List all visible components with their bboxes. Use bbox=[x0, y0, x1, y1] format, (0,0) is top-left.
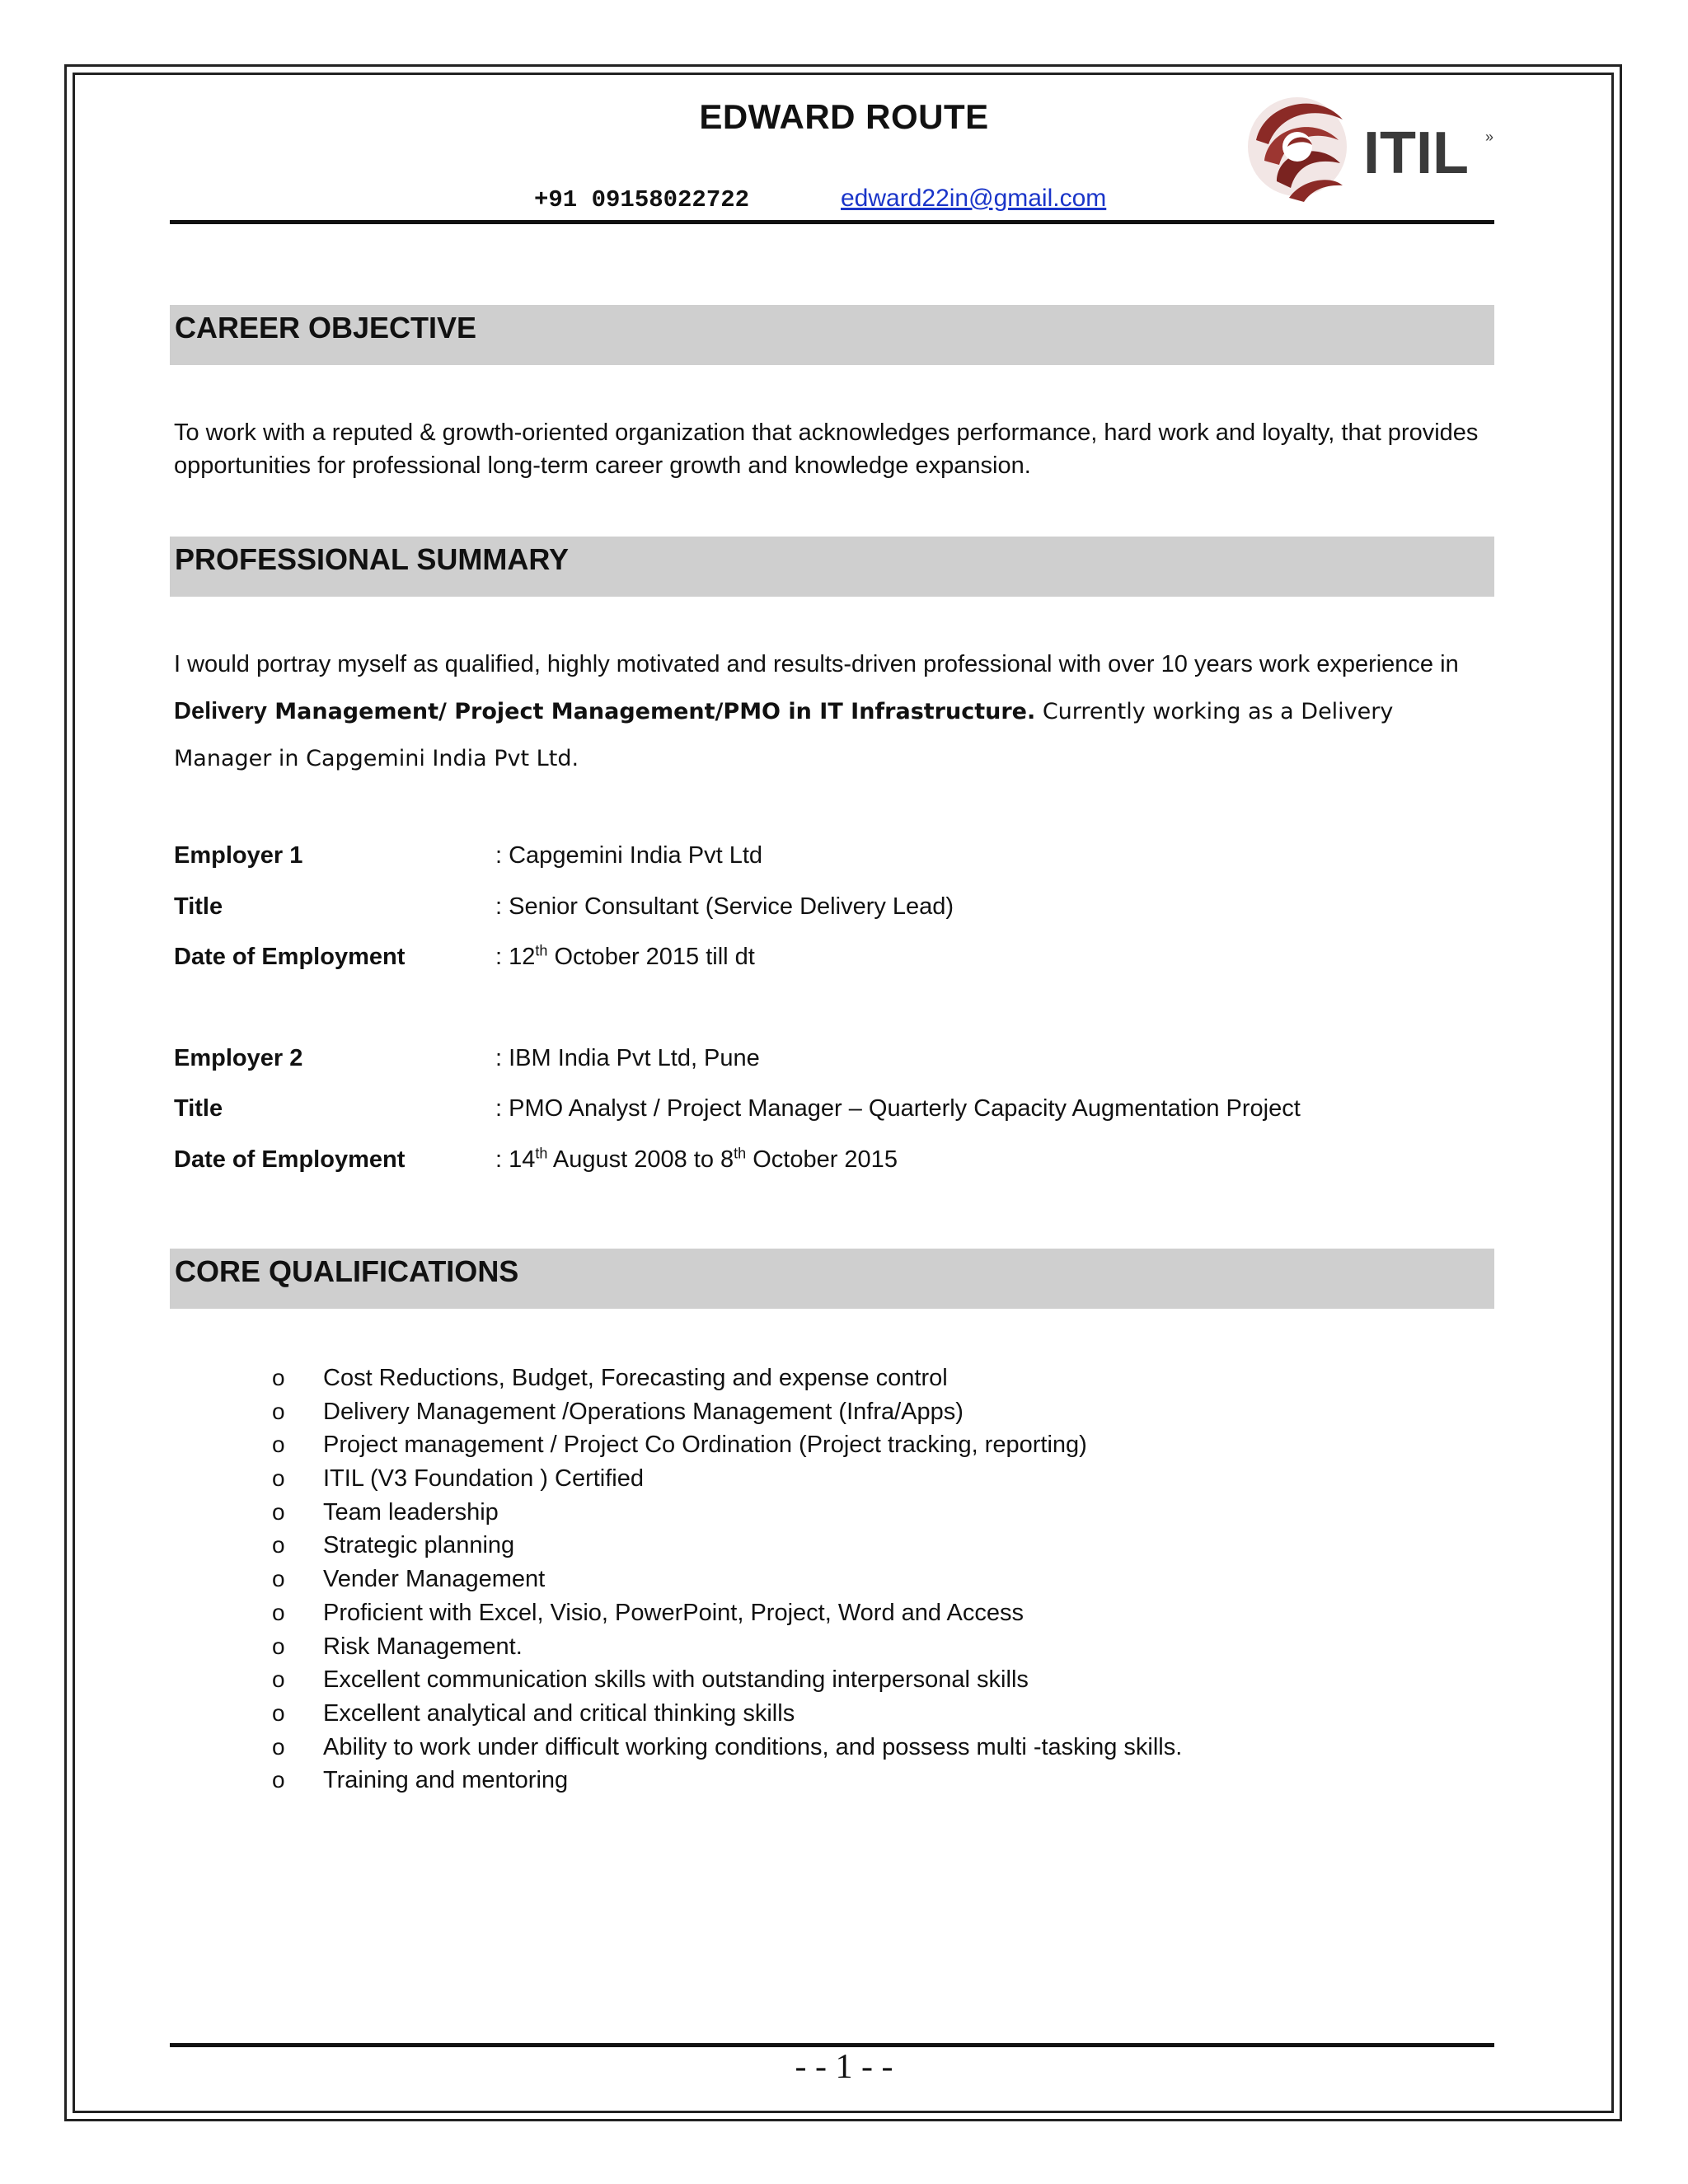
header-divider bbox=[170, 220, 1494, 224]
bullet-icon: o bbox=[272, 1498, 285, 1525]
summary-bold-part-1: Delivery bbox=[174, 698, 267, 724]
bullet-icon: o bbox=[272, 1767, 285, 1793]
page-border-inner bbox=[73, 73, 1614, 2113]
qualification-text: Excellent communication skills with outstanding interpersonal skills bbox=[323, 1666, 1029, 1694]
employer-2-date-sup: th bbox=[535, 1145, 548, 1162]
professional-summary-text bbox=[174, 641, 1493, 782]
candidate-name: EDWARD ROUTE bbox=[699, 97, 989, 136]
employer-2-date-rest: October 2015 bbox=[746, 1146, 898, 1173]
employer-1-date-value bbox=[495, 944, 755, 971]
qualification-text: Excellent analytical and critical thinking skills bbox=[323, 1699, 795, 1727]
core-qualifications-list bbox=[272, 1361, 1426, 1797]
employer-1-date-prefix: : 12 bbox=[495, 944, 536, 970]
itil-logo-graphic bbox=[1240, 82, 1512, 206]
qualification-text: Vender Management bbox=[323, 1566, 546, 1593]
employer-1-date-row bbox=[174, 944, 1493, 977]
bullet-icon: o bbox=[272, 1699, 285, 1726]
employer-2-title-label: Title bbox=[174, 1095, 223, 1122]
qualification-text: Strategic planning bbox=[323, 1532, 515, 1559]
bullet-icon: o bbox=[272, 1566, 285, 1592]
list-item bbox=[272, 1496, 1426, 1530]
employer-2-date-mid: August 2008 to 8 bbox=[547, 1146, 734, 1173]
qualification-text: Delivery Management /Operations Management (Infra/Apps) bbox=[323, 1398, 964, 1425]
list-item bbox=[272, 1663, 1426, 1697]
list-item bbox=[272, 1529, 1426, 1563]
employer-1-title-row bbox=[174, 893, 1493, 926]
employer-2-date-label: Date of Employment bbox=[174, 1146, 406, 1173]
qualification-text: Proficient with Excel, Visio, PowerPoint, Project, Word and Access bbox=[323, 1599, 1024, 1626]
bullet-icon: o bbox=[272, 1599, 285, 1625]
list-item bbox=[272, 1428, 1426, 1462]
page-number: - - 1 - - bbox=[795, 2048, 893, 2086]
employer-1-title-label: Title bbox=[174, 893, 223, 920]
list-item bbox=[272, 1395, 1426, 1429]
phone-number: +91 09158022722 bbox=[534, 186, 750, 213]
email-link[interactable]: edward22in@gmail.com bbox=[841, 185, 1107, 212]
employer-2-date-row bbox=[174, 1146, 1493, 1179]
employer-1-value: : Capgemini India Pvt Ltd bbox=[495, 842, 763, 869]
employer-2-value: : IBM India Pvt Ltd, Pune bbox=[495, 1045, 760, 1071]
bullet-icon: o bbox=[272, 1733, 285, 1760]
list-item bbox=[272, 1462, 1426, 1496]
bullet-icon: o bbox=[272, 1633, 285, 1659]
list-item bbox=[272, 1630, 1426, 1664]
section-heading-career-objective: CAREER OBJECTIVE bbox=[170, 305, 1494, 365]
itil-logo-mark: » bbox=[1485, 129, 1494, 145]
employer-2-label: Employer 2 bbox=[174, 1045, 303, 1071]
bullet-icon: o bbox=[272, 1532, 285, 1558]
employer-2-date-sup2: th bbox=[734, 1145, 747, 1162]
bullet-icon: o bbox=[272, 1666, 285, 1693]
qualification-text: ITIL (V3 Foundation ) Certified bbox=[323, 1465, 644, 1493]
summary-text-part-2: Currently working as a Delivery Manager in Capgemini India Pvt Ltd. bbox=[174, 699, 1394, 771]
summary-bold-part-2: Management/ Project Management/PMO in IT Infrastructure. bbox=[266, 699, 1036, 724]
bullet-icon: o bbox=[272, 1398, 285, 1424]
itil-logo-text: ITIL bbox=[1363, 120, 1469, 186]
list-item bbox=[272, 1764, 1426, 1797]
qualification-text: Ability to work under difficult working conditions, and possess multi -tasking skills. bbox=[323, 1733, 1183, 1760]
employer-1-label: Employer 1 bbox=[174, 842, 303, 869]
qualification-text: Cost Reductions, Budget, Forecasting and expense control bbox=[323, 1365, 948, 1391]
bullet-icon: o bbox=[272, 1432, 285, 1458]
list-item bbox=[272, 1731, 1426, 1765]
summary-text-part-1: I would portray myself as qualified, highly motivated and results-driven professional with over 10 years work experience in bbox=[174, 651, 1459, 677]
employer-2-date-value bbox=[495, 1146, 898, 1174]
employer-1-date-sup: th bbox=[535, 942, 548, 959]
employer-2-date-prefix: : 14 bbox=[495, 1146, 536, 1173]
qualification-text: Project management / Project Co Ordination (Project tracking, reporting) bbox=[323, 1432, 1087, 1459]
qualification-text: Risk Management. bbox=[323, 1633, 523, 1660]
employer-1-date-label: Date of Employment bbox=[174, 944, 406, 970]
bullet-icon: o bbox=[272, 1365, 285, 1390]
employer-2-title-value: : PMO Analyst / Project Manager – Quarterly Capacity Augmentation Project bbox=[495, 1095, 1301, 1122]
list-item bbox=[272, 1361, 1426, 1395]
employer-2-title-row bbox=[174, 1095, 1493, 1128]
bullet-icon: o bbox=[272, 1465, 285, 1492]
section-heading-core-qualifications: CORE QUALIFICATIONS bbox=[170, 1249, 1494, 1309]
list-item bbox=[272, 1697, 1426, 1731]
employer-1-title-value: : Senior Consultant (Service Delivery Lead) bbox=[495, 893, 954, 920]
list-item bbox=[272, 1596, 1426, 1630]
itil-swirl-icon bbox=[1248, 97, 1347, 202]
qualification-text: Team leadership bbox=[323, 1498, 499, 1526]
employer-1-row bbox=[174, 842, 1493, 875]
employer-1-date-rest: October 2015 till dt bbox=[547, 944, 755, 970]
list-item bbox=[272, 1563, 1426, 1596]
career-objective-text: To work with a reputed & growth-oriented organization that acknowledges performance, hard work and loyalty, that provides opportunities for professional long-term career growth and knowledge expansion. bbox=[174, 419, 1479, 479]
section-heading-professional-summary: PROFESSIONAL SUMMARY bbox=[170, 537, 1494, 597]
employer-2-row bbox=[174, 1045, 1493, 1078]
qualification-text: Training and mentoring bbox=[323, 1767, 569, 1794]
itil-logo bbox=[1240, 82, 1512, 206]
